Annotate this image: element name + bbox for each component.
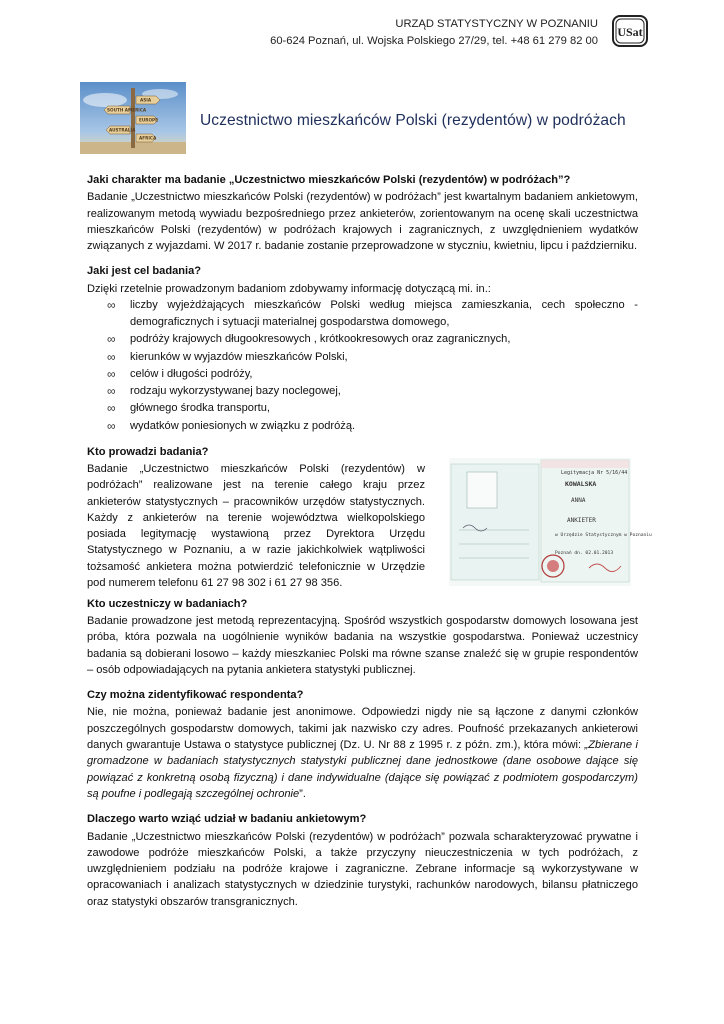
page-title: Uczestnictwo mieszkańców Polski (rezydentów) w podróżach [200, 112, 626, 129]
sign-south-america: SOUTH AMERICA [107, 107, 147, 113]
law-quote: „Zbierane i gromadzone w badaniach statystycznych statystyki publicznej dane jednostkowe (dane osobowe dające się powiązać z konkretną osobą fizyczną) i dane indywidualne (dające się powiązać z podmiotem gospodarczym) są poufne i podlegają szczególnej ochronie [87, 739, 638, 800]
bullet-infinity-icon: ∞ [107, 366, 116, 381]
goal-intro: Dzięki rzetelnie prowadzonym badaniom zdobywamy informację dotyczącą mi. in.: [87, 282, 491, 295]
question-heading: Czy można zidentyfikować respondenta? [87, 689, 304, 702]
bullet-infinity-icon: ∞ [107, 384, 116, 399]
id-date: Poznań dn. 02.01.2013 [555, 550, 614, 556]
list-item: ∞ kierunków w wyjazdów mieszkańców Polski, [87, 349, 638, 366]
bullet-infinity-icon: ∞ [107, 401, 116, 416]
answer-paragraph: Nie, nie można, ponieważ badanie jest anonimowe. Odpowiedzi nigdy nie są łączone z danymi członków poszczególnych gospodarstw domowych, takimi jak nazwisko czy adres. Poufność przekazanych ankieterowi danych gwarantuje Ustawa o statystyce publicznej (Dz. U. Nr 88 z 1995 r. z późn. zm.), która mówi: „Zbierane i gromadzone w badaniach statystycznych statystyki publicznej dane jednostkowe (dane osobowe dające się powiązać z konkretną osobą fizyczną) i dane indywidualne (dające się powiązać z podmiotem gospodarczym) są poufne i podlegają szczególnej ochronie”. [87, 706, 638, 800]
id-surname: KOWALSKA [565, 479, 597, 488]
id-role: ANKIETER [567, 516, 596, 524]
list-item: ∞ wydatków poniesionych w związku z podróżą. [87, 418, 638, 435]
question-heading: Kto prowadzi badania? [87, 445, 209, 458]
list-item: ∞ podróży krajowych długookresowych , krótkookresowych oraz zagranicznych, [87, 331, 638, 348]
office-name: URZĄD STATYSTYCZNY W POZNANIU [395, 18, 598, 30]
us-logo [611, 14, 649, 48]
bullet-infinity-icon: ∞ [107, 418, 116, 433]
sign-asia: ASIA [140, 97, 152, 103]
list-item: ∞ liczby wyjeżdżających mieszkańców Polski według miejsca zamieszkania, cech społeczno -demograficznych i sytuacji materialnej gospodarstwa domowego, [107, 298, 638, 329]
answer-paragraph: Badanie prowadzone jest metodą reprezentacyjną. Spośród wszystkich gospodarstw domowych losowana jest próba, która pozwala na uogólnienie wyników badania na wszystkie gospodarstwa. Ponieważ uczestnicy badania są dobierani losowo – każdy mieszkaniec Polski ma równe szanse znaleźć się w grupie respondentów – osób odpowiadających na pytania ankietera statystyki publicznej. [87, 615, 638, 676]
answer-paragraph: Badanie „Uczestnictwo mieszkańców Polski (rezydentów) w podróżach” realizowane jest na terenie całego kraju przez ankieterów statystycznych – pracowników urzędów statystycznych. Każdy z ankieterów na terenie województwa wielkopolskiego posiada legitymację wystawioną przez Dyrektora Urzędu Statystycznego w Poznaniu, a w razie jakichkolwiek wątpliwości tożsamość ankietera można potwierdzić telefonicznie w Urzędzie pod numerem telefonu 61 27 98 302 i 61 27 98 356. [87, 463, 425, 590]
bullet-infinity-icon: ∞ [107, 349, 116, 364]
sign-europe: EUROPE [139, 117, 158, 123]
section-why [87, 811, 638, 910]
question-heading: Jaki charakter ma badanie „Uczestnictwo mieszkańców Polski (rezydentów) w podróżach”? [87, 174, 571, 186]
goal-list [87, 297, 638, 435]
section-identify [87, 687, 638, 802]
question-heading: Dlaczego warto wziąć udział w badaniu ankietowym? [87, 813, 367, 826]
question-heading: Jaki jest cel badania? [87, 265, 202, 278]
id-office: w Urzędzie Statystycznym w Poznaniu [555, 532, 652, 538]
section-character [87, 172, 638, 254]
answer-paragraph: Badanie „Uczestnictwo mieszkańców Polski (rezydentów) w podróżach” jest kwartalnym badaniem ankietowym, realizowanym metodą wywiadu bezpośredniego przez ankieterów, zorientowanym na ocenę skali uczestnictwa mieszkańców Polski (rezydentów) w podróżach krajowych i zagranicznych, z uwzględnieniem wydatków związanych z wyjazdami. W 2017 r. badanie zostanie przeprowadzone w styczniu, kwietniu, lipcu i październiku. [87, 191, 638, 253]
id-number: Legitymacja Nr 5/16/44 [561, 469, 628, 476]
letterhead [270, 16, 598, 50]
list-item: ∞ celów i długości podróży, [87, 366, 638, 383]
office-address: 60-624 Poznań, ul. Wojska Polskiego 27/29, tel. +48 61 279 82 00 [270, 35, 598, 47]
list-item: ∞ rodzaju wykorzystywanej bazy noclegowej, [87, 383, 638, 400]
bullet-infinity-icon: ∞ [107, 298, 116, 313]
list-item: ∞ głównego środka transportu, [87, 400, 638, 417]
section-participants [87, 596, 638, 678]
interviewer-id-card-image [449, 458, 652, 586]
sign-australia: AUSTRALIA [109, 127, 136, 133]
id-name: ANNA [571, 496, 586, 504]
sign-africa: AFRICA [139, 135, 157, 141]
logo-text: USat [617, 25, 643, 39]
signpost-image [80, 82, 186, 154]
question-heading: Kto uczestniczy w badaniach? [87, 597, 248, 610]
bullet-infinity-icon: ∞ [107, 332, 116, 347]
answer-paragraph: Badanie „Uczestnictwo mieszkańców Polski (rezydentów) w podróżach” pozwala scharakteryzować prywatne i zawodowe podróże mieszkańców Polski, a także przyczyny nieuczestniczenia w tych podróżach, z uwzględnieniem podziału na podróże krajowe i zagraniczne. Zebrane informacje są wykorzystywane w opracowaniach i analizach statystycznych w dziedzinie turystyki, rachunków narodowych, bilansu płatniczego oraz statystyki obszarów transgranicznych. [87, 830, 638, 908]
document-body [87, 172, 652, 919]
section-who [87, 444, 652, 590]
section-goal [87, 263, 638, 434]
